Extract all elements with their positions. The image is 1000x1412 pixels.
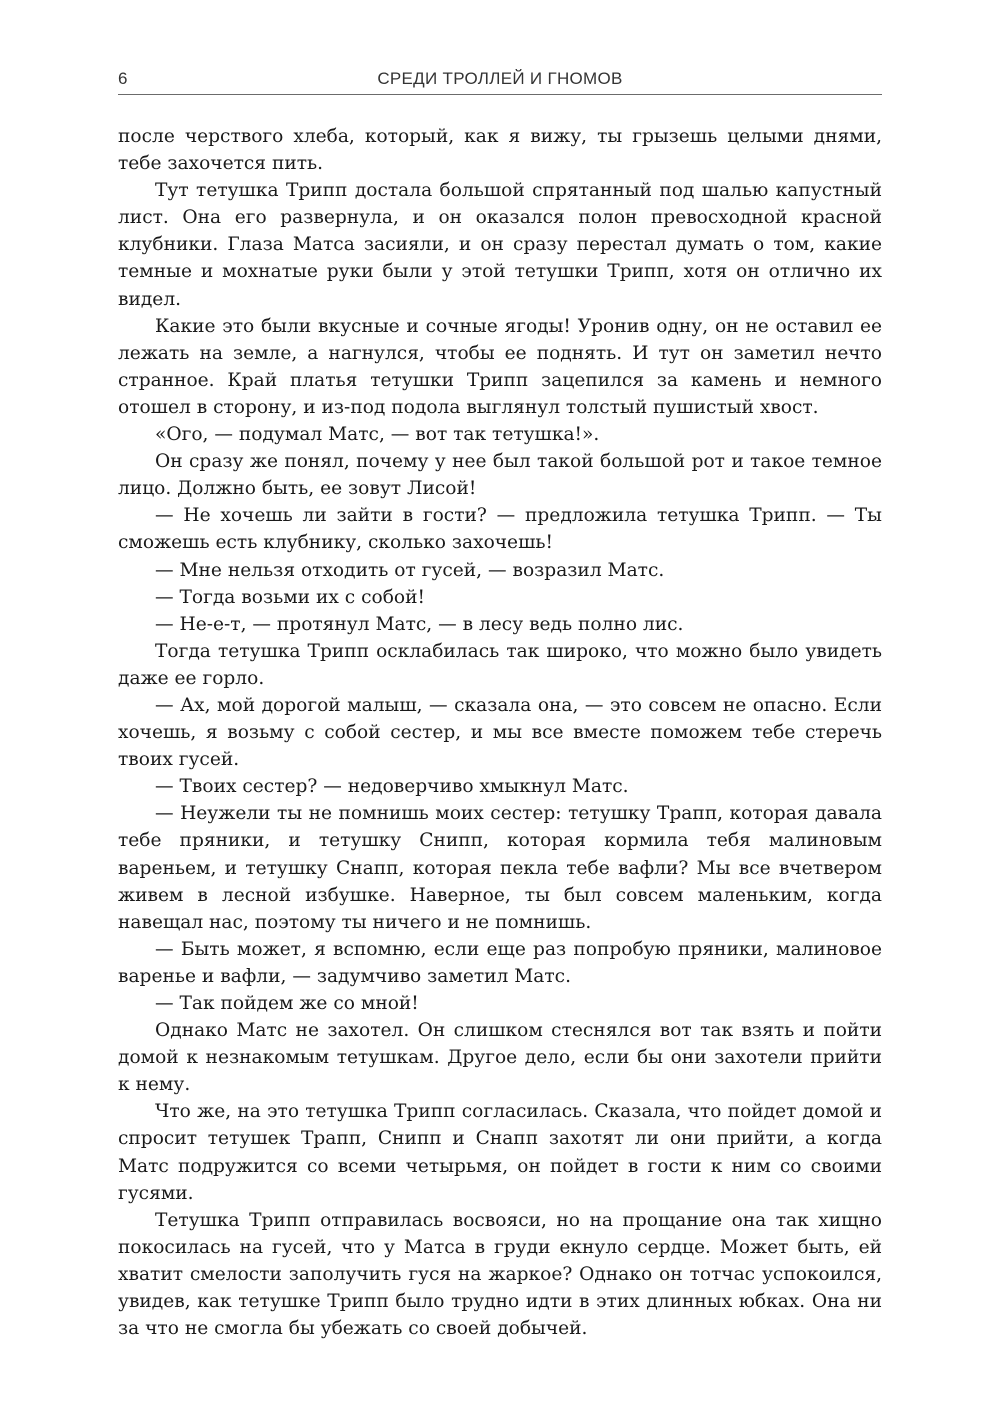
paragraph: — Не-е-т, — протянул Матс, — в лесу ведь полно лис. [155,613,684,635]
paragraph: Тогда тетушка Трипп осклабилась так широко, что можно было увидеть даже ее горло. [118,640,882,689]
running-header [118,66,882,95]
paragraph: «Ого, — подумал Матс, — вот так тетушка!». [155,424,600,446]
paragraph: — Мне нельзя отходить от гусей, — возразил Матс. [155,559,665,581]
paragraph: Однако Матс не захотел. Он слишком стеснялся вот так взять и пойти домой к незнакомым тетушкам. Другое дело, если бы они захотели прийти к нему. [118,1020,882,1096]
paragraph: — Быть может, я вспомню, если еще раз попробую пряники, малиновое варенье и вафли, — задумчиво заметил Матс. [118,938,882,987]
paragraph: — Неужели ты не помнишь моих сестер: тетушку Трапп, которая давала тебе пряники, и тетушку Снипп, которая кормила тебя малиновым вареньем, и тетушку Снапп, которая пекла тебе вафли? Мы все вчетвером живем в лесной избушке. Наверное, ты был совсем маленьким, когда навещал нас, поэтому ты ничего и не помнишь. [118,803,882,933]
paragraph: — Ах, мой дорогой малыш, — сказала она, — это совсем не опасно. Если хочешь, я возьму с собой сестер, и мы все вместе поможем тебе стеречь твоих гусей. [118,694,882,771]
paragraph: Он сразу же понял, почему у нее был такой большой рот и такое темное лицо. Должно быть, ее зовут Лисой! [118,451,882,500]
paragraph: — Твоих сестер? — недоверчиво хмыкнул Матс. [155,776,629,798]
text-body [118,123,882,1342]
page-number: 6 [118,69,128,88]
paragraph: Тут тетушка Трипп достала большой спрятанный под шалью капустный лист. Она его развернула, и он оказался полон превосходной красной клубники. Глаза Матса засияли, и он сразу перестал думать о том, какие темные и мохнатые руки были у этой тетушки Трипп, хотя он отлично их видел. [118,180,882,310]
paragraph: Что же, на это тетушка Трипп согласилась. Сказала, что пойдет домой и спросит тетушек Трапп, Снипп и Снапп захотят ли они прийти, а когда Матс подружится со всеми четырьмя, он пойдет в гости к ним со своими гусями. [118,1101,882,1204]
paragraph: — Тогда возьми их с собой! [155,586,425,608]
paragraph: — Не хочешь ли зайти в гости? — предложила тетушка Трипп. — Ты сможешь есть клубнику, сколько захочешь! [118,505,882,554]
paragraph: после черствого хлеба, который, как я вижу, ты грызешь целыми днями, тебе захочется пить. [118,126,882,175]
book-title: СРЕДИ ТРОЛЛЕЙ И ГНОМОВ [377,69,623,88]
paragraph: — Так пойдем же со мной! [155,993,419,1014]
paragraph: Тетушка Трипп отправилась восвояси, но на прощание она так хищно покосилась на гусей, что у Матса в груди екнуло сердце. Может быть, ей хватит смелости заполучить гуся на жаркое? Однако он тотчас успокоился, увидев, как тетушке Трипп было трудно идти в этих длинных юбках. Она ни за что не смогла бы убежать со своей добычей. [118,1209,882,1340]
paragraph: Какие это были вкусные и сочные ягоды! Уронив одну, он не оставил ее лежать на земле, а нагнулся, чтобы ее поднять. И тут он заметил нечто странное. Край платья тетушки Трипп зацепился за камень и немного отошел в сторону, и из-под подола выглянул толстый пушистый хвост. [118,315,882,418]
